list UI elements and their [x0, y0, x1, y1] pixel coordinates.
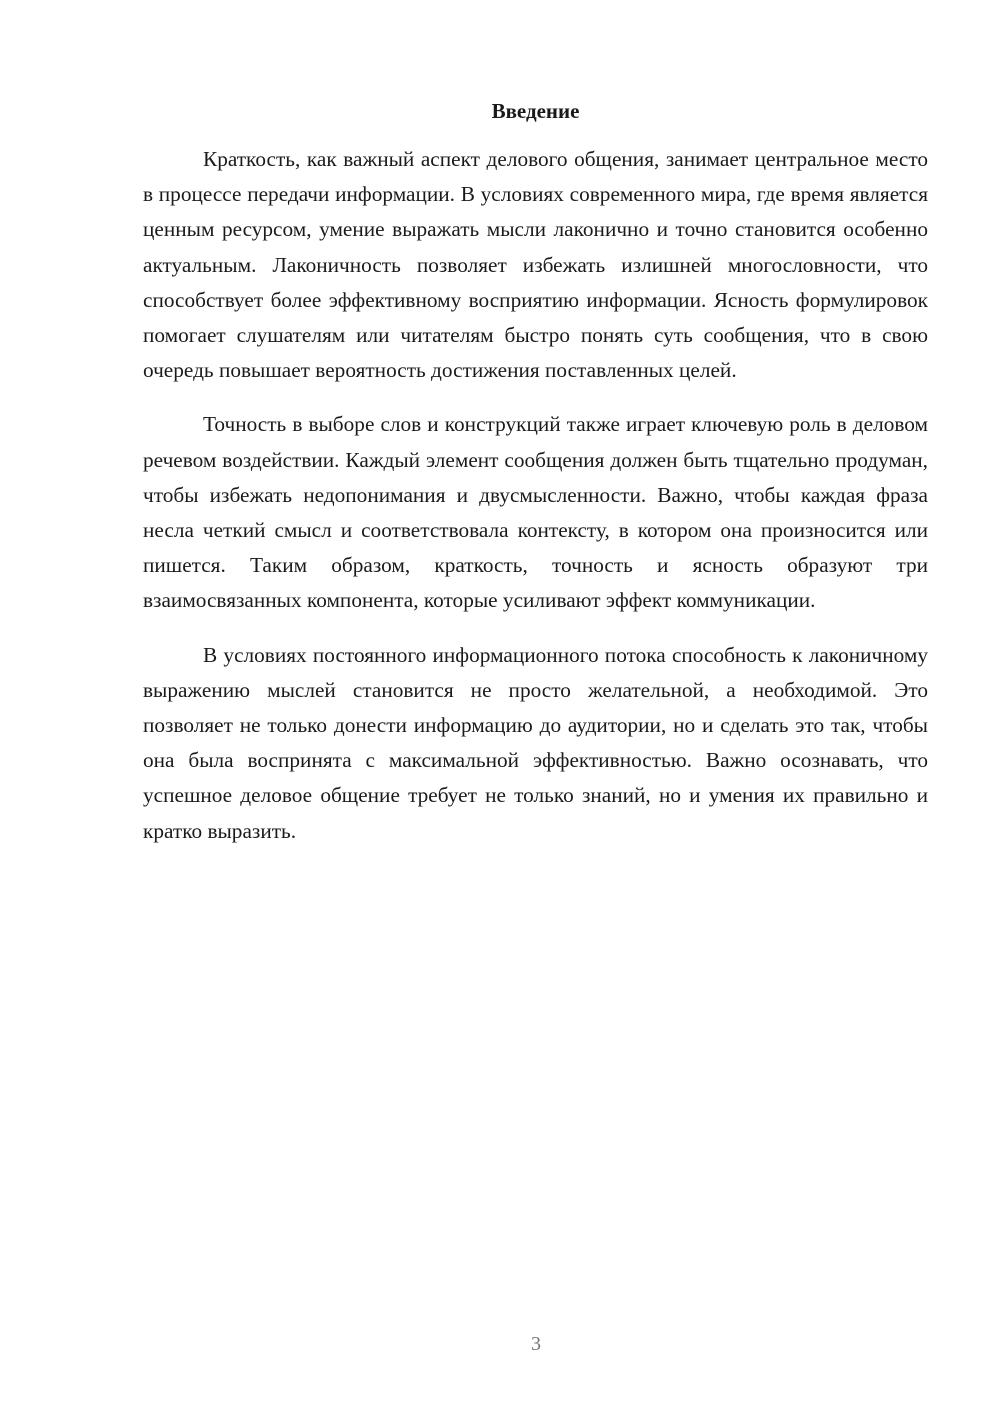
body-text [143, 142, 928, 868]
paragraph-2: Точность в выборе слов и конструкций также играет ключевую роль в деловом речевом воздействии. Каждый элемент сообщения должен быть тщательно продуман, чтобы избежать недопонимания и двусмысленности. Важно, чтобы каждая фраза несла четкий смысл и соответствовала контексту, в котором она произносится или пишется. Таким образом, краткость, точность и ясность образуют три взаимосвязанных компонента, которые усиливают эффект коммуникации. [143, 412, 928, 613]
paragraph-1: Краткость, как важный аспект делового общения, занимает центральное место в процессе передачи информации. В условиях современного мира, где время является ценным ресурсом, умение выражать мысли лаконично и точно становится особенно актуальным. Лаконичность позволяет избежать излишней многословности, что способствует более эффективному восприятию информации. Ясность формулировок помогает слушателям или читателям быстро понять суть сообщения, что в свою очередь повышает вероятность достижения поставленных целей. [143, 147, 928, 383]
page-number: 3 [531, 1333, 541, 1355]
paragraph-3: В условиях постоянного информационного потока способность к лаконичному выражению мыслей становится не просто желательной, а необходимой. Это позволяет не только донести информацию до аудитории, но и сделать это так, чтобы она была воспринята с максимальной эффективностью. Важно осознавать, что успешное деловое общение требует не только знаний, но и умения их правильно и кратко выразить. [143, 642, 928, 843]
page-title: Введение [491, 99, 580, 123]
